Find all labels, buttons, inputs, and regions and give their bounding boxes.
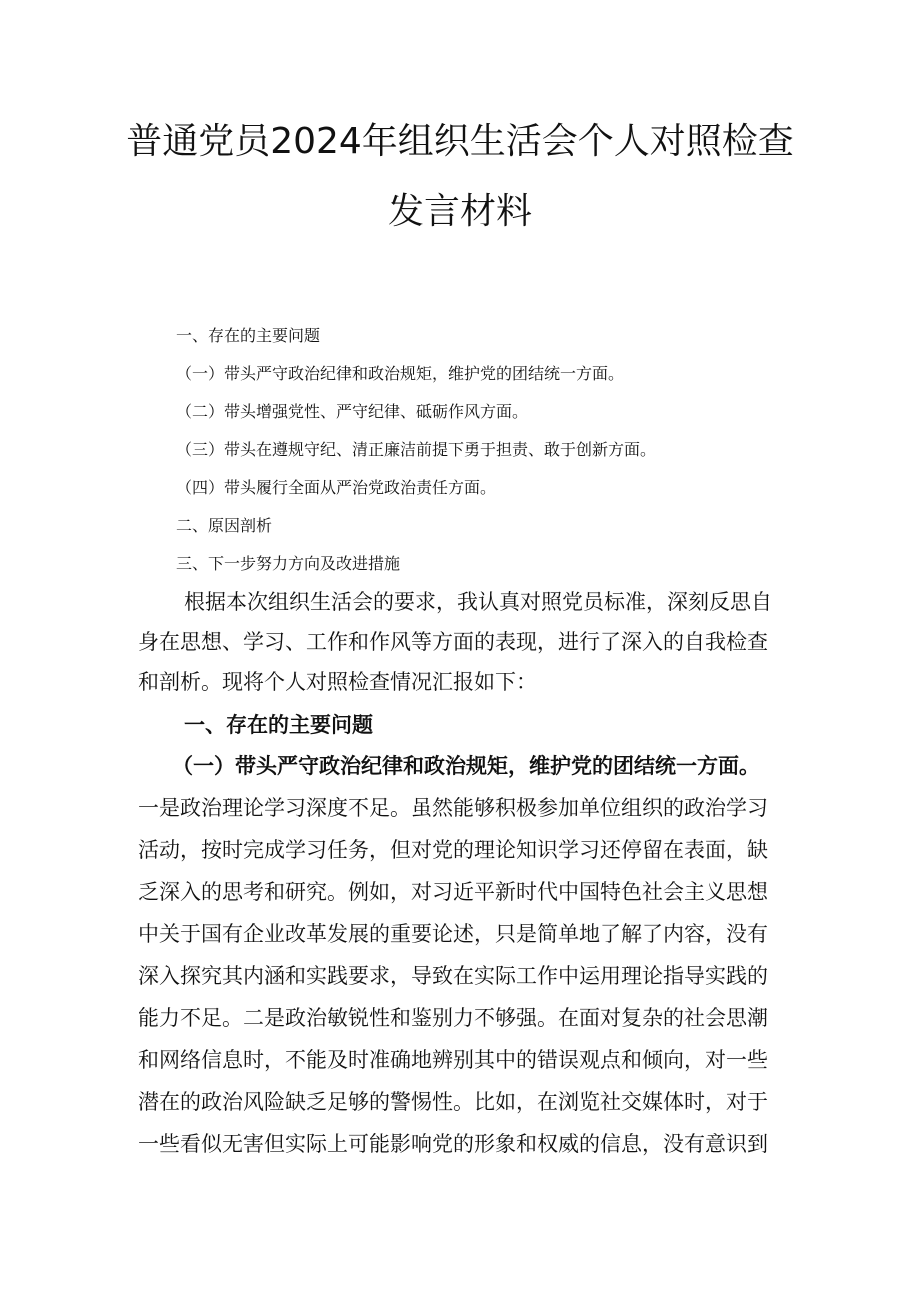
paragraph-line: 活动，按时完成学习任务，但对党的理论知识学习还停留在表面，缺 xyxy=(138,838,768,862)
paragraph-line: 中关于国有企业改革发展的重要论述，只是简单地了解了内容，没有 xyxy=(138,922,768,946)
toc-item: （四）带头履行全面从严治党政治责任方面。 xyxy=(176,478,497,497)
paragraph-line: 一是政治理论学习深度不足。虽然能够积极参加单位组织的政治学习 xyxy=(138,796,768,820)
paragraph-line: 潜在的政治风险缺乏足够的警惕性。比如，在浏览社交媒体时，对于 xyxy=(138,1090,768,1114)
toc-item: （二）带头增强党性、严守纪律、砥砺作风方面。 xyxy=(176,402,529,421)
toc-item: （一）带头严守政治纪律和政治规矩，维护党的团结统一方面。 xyxy=(176,364,625,383)
toc-item: 一、存在的主要问题 xyxy=(176,326,321,345)
paragraph-line: 一些看似无害但实际上可能影响党的形象和权威的信息，没有意识到 xyxy=(138,1132,768,1156)
toc-item: （三）带头在遵规守纪、清正廉洁前提下勇于担责、敢于创新方面。 xyxy=(176,440,657,459)
document-title-line-1: 普通党员2024年组织生活会个人对照检查 xyxy=(126,121,794,162)
paragraph-line: 和网络信息时，不能及时准确地辨别其中的错误观点和倾向，对一些 xyxy=(138,1048,768,1072)
paragraph-line: 根据本次组织生活会的要求，我认真对照党员标准，深刻反思自 xyxy=(184,590,772,614)
toc-item: 三、下一步努力方向及改进措施 xyxy=(176,554,401,573)
subsection-heading: （一）带头严守政治纪律和政治规矩，维护党的团结统一方面。 xyxy=(172,754,760,778)
paragraph-line: 和剖析。现将个人对照检查情况汇报如下： xyxy=(138,670,537,694)
document-title-line-2: 发言材料 xyxy=(387,191,532,232)
paragraph-line: 乏深入的思考和研究。例如，对习近平新时代中国特色社会主义思想 xyxy=(138,880,768,904)
paragraph-line: 能力不足。二是政治敏锐性和鉴别力不够强。在面对复杂的社会思潮 xyxy=(138,1006,768,1030)
paragraph-line: 身在思想、学习、工作和作风等方面的表现，进行了深入的自我检查 xyxy=(138,630,768,654)
paragraph-line: 深入探究其内涵和实践要求，导致在实际工作中运用理论指导实践的 xyxy=(138,964,768,988)
toc-item: 二、原因剖析 xyxy=(176,516,273,535)
section-heading: 一、存在的主要问题 xyxy=(184,713,373,737)
